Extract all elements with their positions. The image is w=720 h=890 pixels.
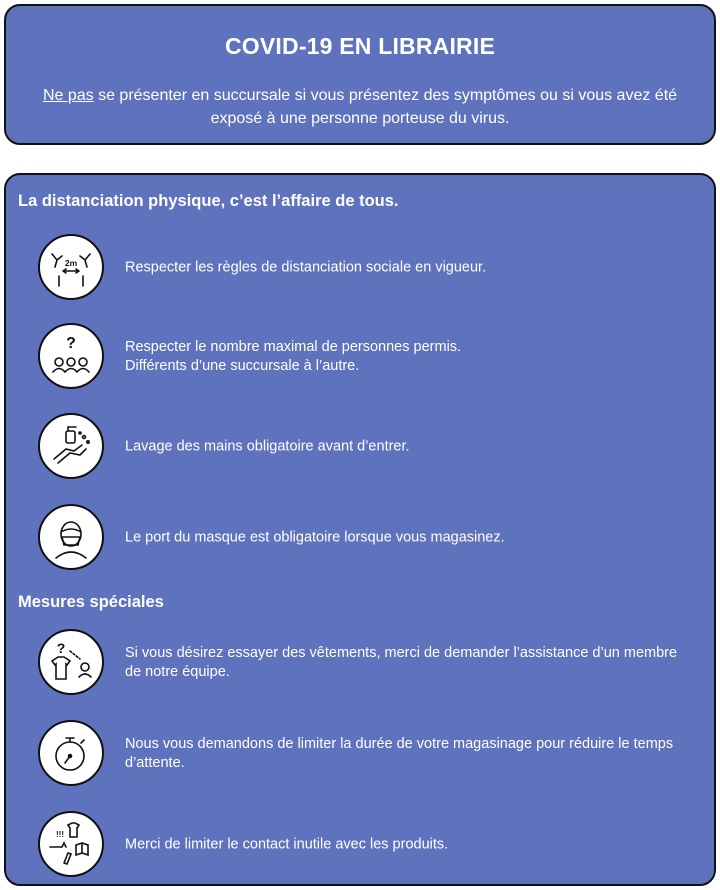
item-text: Lavage des mains obligatoire avant d’entrer. [125, 438, 410, 455]
item-text: Respecter les règles de distanciation sociale en vigueur. [125, 259, 487, 276]
distancing-title: La distanciation physique, c’est l’affaire de tous. [18, 192, 399, 210]
clothing-assistance-icon [38, 629, 104, 695]
special-title: Mesures spéciales [18, 593, 164, 611]
people-count-icon [38, 323, 104, 389]
list-item [6, 234, 714, 302]
header-panel [4, 4, 716, 145]
no-touch-icon-label: !!! [56, 830, 64, 839]
list-item [6, 811, 714, 879]
list-item [6, 629, 714, 697]
item-text: Merci de limiter le contact inutile avec les produits. [125, 836, 449, 853]
list-item [6, 504, 714, 572]
mask-icon [38, 504, 104, 570]
page-title: COVID-19 EN LIBRAIRIE [224, 33, 495, 59]
item-text: Nous vous demandons de limiter la durée de votre magasinage pour réduire le temps d’attente. [125, 736, 674, 771]
notice-rest: se présenter en succursale si vous présentez des symptômes ou si vous avez été exposé à une personne porteuse du virus. [93, 87, 678, 127]
stopwatch-icon [38, 720, 104, 786]
svg-text:?: ? [56, 640, 66, 656]
item-text: Le port du masque est obligatoire lorsque vous magasinez. [125, 529, 505, 546]
svg-text:?: ? [66, 335, 76, 352]
item-text: Si vous désirez essayer des vêtements, merci de demander l’assistance d’un membre de notre équipe. [125, 645, 678, 680]
list-item [6, 413, 714, 481]
notice-underlined: Ne pas [42, 87, 94, 104]
list-item [6, 323, 714, 391]
notice-text [18, 84, 702, 130]
measures-panel [4, 173, 716, 886]
distance-icon [38, 234, 104, 300]
distance-icon-label: 2m [64, 258, 78, 268]
list-item [6, 720, 714, 788]
handwash-icon [38, 413, 104, 479]
item-text: Respecter le nombre maximal de personnes permis. Différents d’une succursale à l’autre. [125, 339, 462, 374]
no-touch-products-icon [38, 811, 104, 877]
